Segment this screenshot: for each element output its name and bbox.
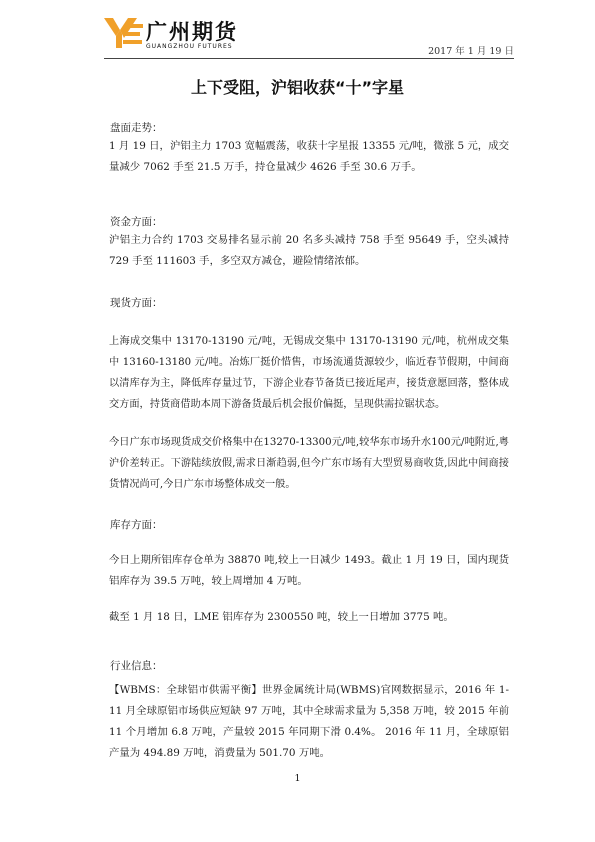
header-divider	[104, 58, 514, 59]
spot-text-2: 今日广东市场现货成交价格集中在13270-13300元/吨,较华东市场升水100元/吨附近,粤沪价差转正。下游陆续放假,需求日渐趋弱,但今广东市场有大型贸易商收货,因此中间商接货情况尚可,今日广东市场整体成交一般。	[109, 437, 509, 490]
page-title: 上下受阻，沪铝收获“十”字星	[190, 78, 405, 97]
market-text: 1 月 19 日，沪铝主力 1703 宽幅震荡，收获十字星报 13355 元/吨，微涨 5 元，成交量减少 7062 手至 21.5 万手，持仓量减少 4626 手至 30.6 万手。	[109, 140, 509, 173]
capital-text: 沪铝主力合约 1703 交易排名显示前 20 名多头减持 758 手至 95649 手，空头减持 729 手至 111603 手，多空双方减仓，避险情绪浓郁。	[109, 234, 509, 267]
spot-text-1: 上海成交集中 13170-13190 元/吨，无锡成交集中 13170-13190 元/吨，杭州成交集中 13160-13180 元/吨。冶炼厂挺价惜售，市场流通货源较少，临近春节假期，中间商以清库存为主，降低库存量过节，下游企业春节备货已接近尾声，接货意愿回落，整体成交方面，持货商借助本周下游备货最后机会报价偏挺，呈现供需拉锯状态。	[109, 336, 509, 410]
company-name-en: GUANGZHOU FUTURES	[146, 43, 233, 50]
inventory-text-2: 截至 1 月 18 日，LME 铝库存为 2300550 吨，较上一日增加 3775 吨。	[109, 611, 454, 623]
report-date: 2017 年 1 月 19 日	[428, 46, 514, 57]
spot-heading: 现货方面：	[110, 297, 163, 309]
company-name-cn: 广州期货	[146, 20, 238, 44]
page-number: 1	[294, 773, 301, 784]
page-header	[104, 16, 514, 58]
inventory-heading: 库存方面：	[110, 519, 163, 531]
industry-text: 【WBMS：全球铝市供需平衡】世界金属统计局(WBMS)官网数据显示，2016 年 1-11 月全球原铝市场供应短缺 97 万吨，其中全球需求量为 5,358 万吨，较 2015 年前 11 个月增加 6.8 万吨，产量较 2015 年同期下滑 0.4%。 2016 年 11 月，全球原铝产量为 494.89 万吨，消费量为 501.70 万吨。	[109, 684, 509, 759]
capital-heading: 资金方面：	[110, 216, 163, 228]
inventory-text-1: 今日上期所铝库存仓单为 38870 吨,较上一日减少 1493。截止 1 月 19 日，国内现货铝库存为 39.5 万吨，较上周增加 4 万吨。	[109, 554, 509, 587]
market-heading: 盘面走势：	[110, 122, 163, 134]
guangzhou-futures-logo-icon	[104, 16, 144, 50]
industry-heading: 行业信息：	[110, 660, 163, 672]
